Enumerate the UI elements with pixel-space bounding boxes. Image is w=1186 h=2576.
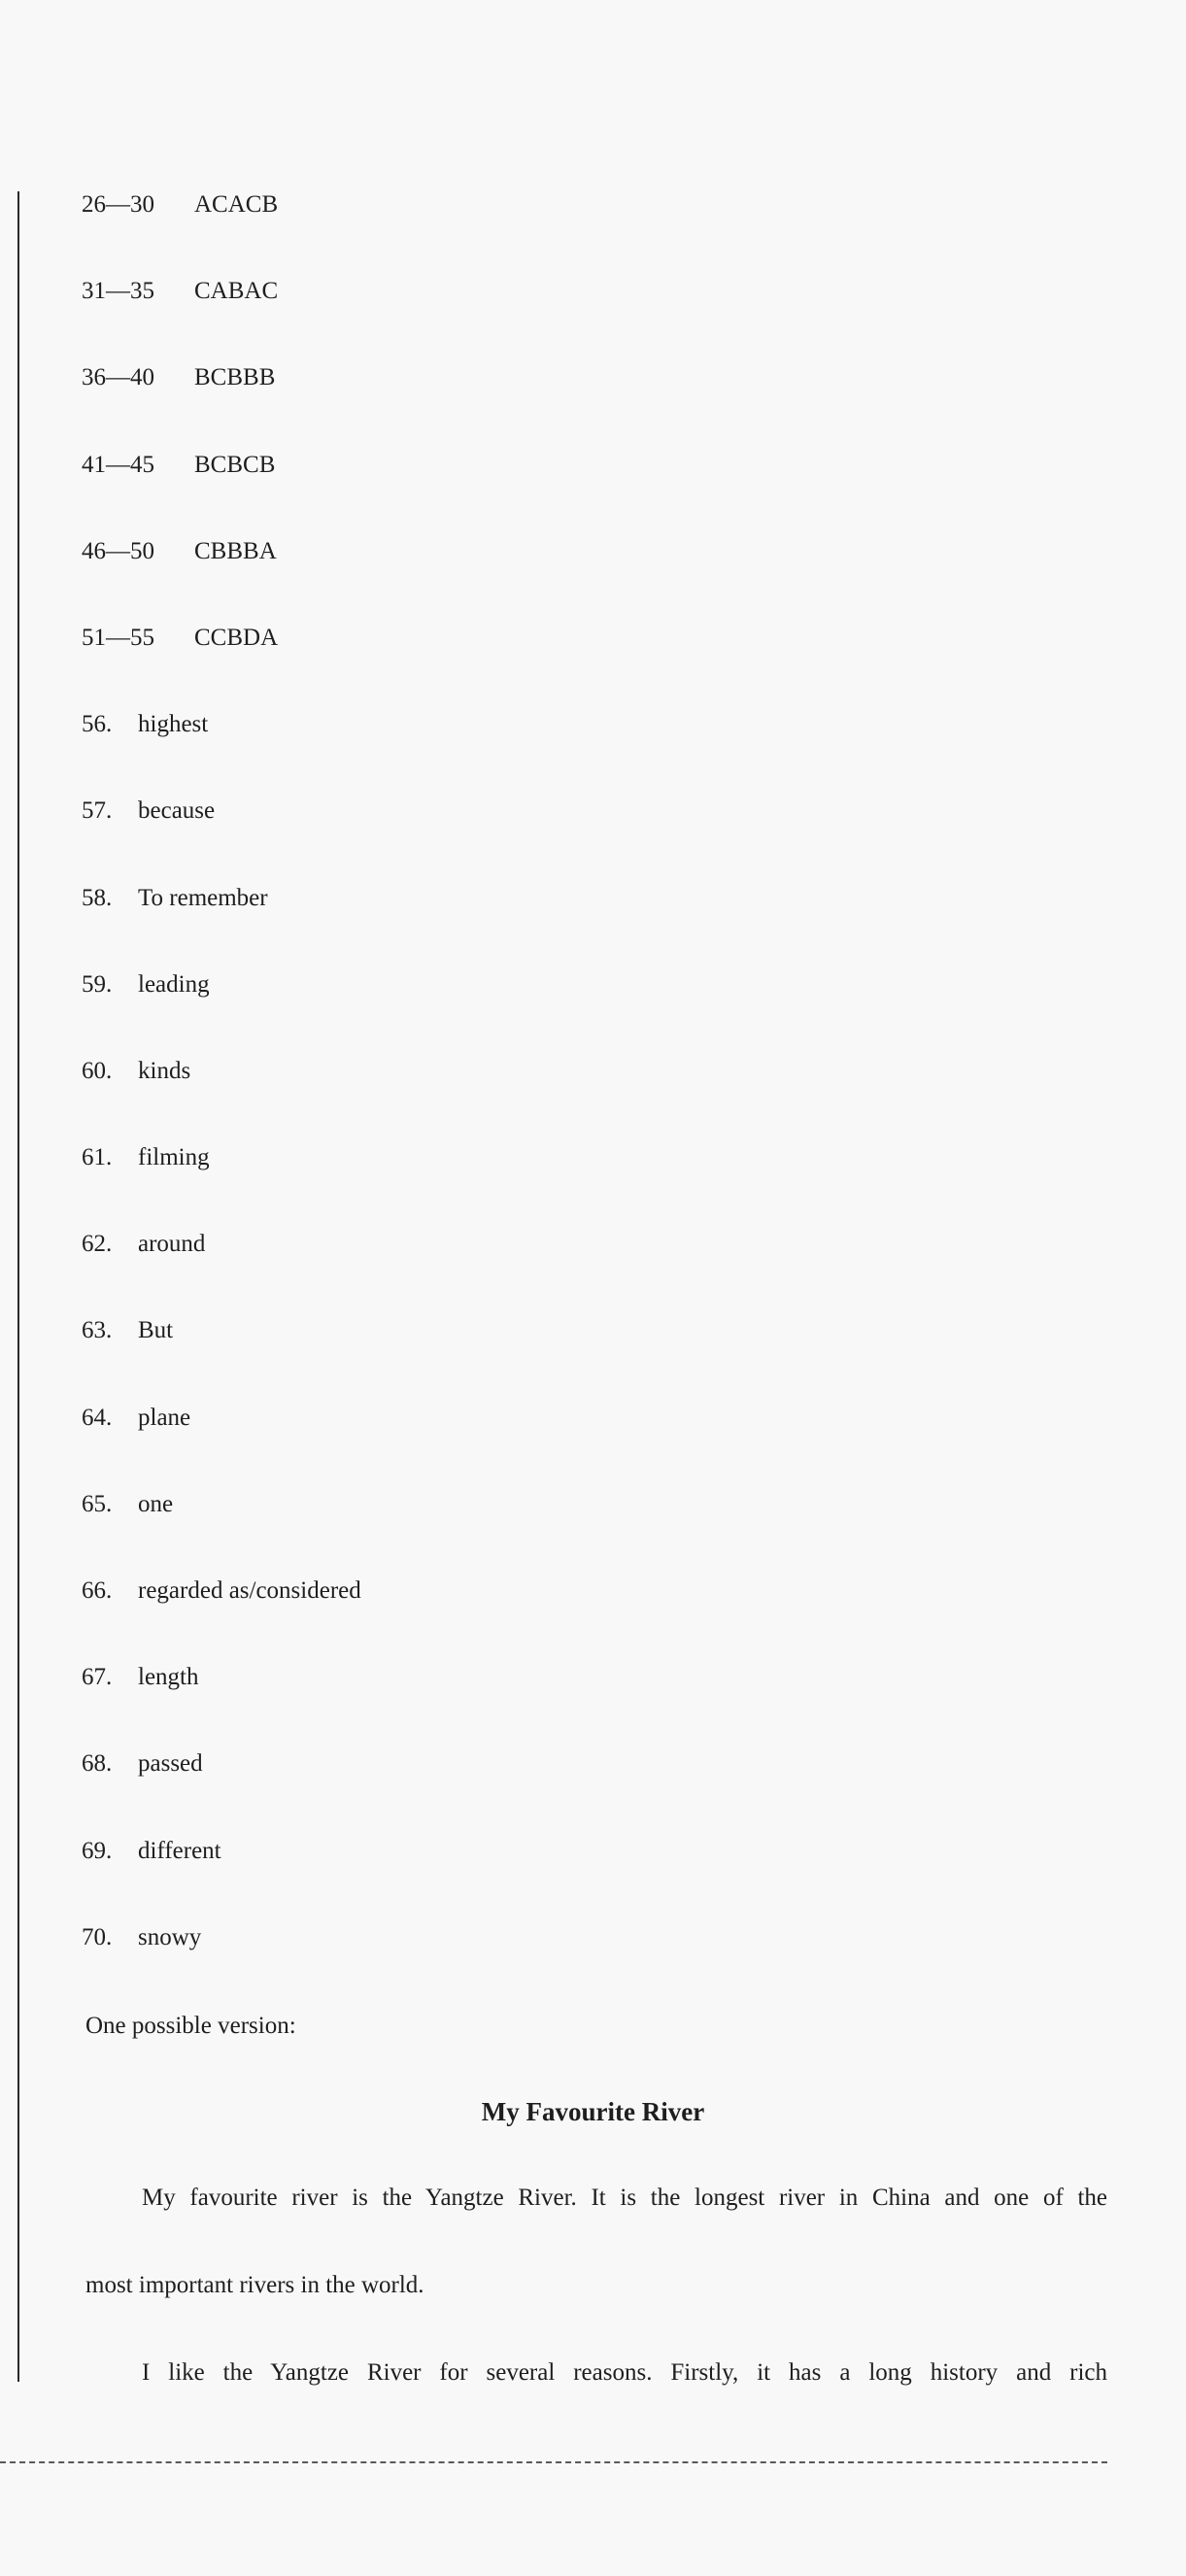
answer-item (82, 792, 361, 878)
answer-text: ACACB (194, 191, 279, 218)
answer-item (82, 879, 361, 966)
question-number: 60. (82, 1057, 113, 1084)
answer-text: BCBCB (194, 451, 276, 478)
answer-text: snowy (138, 1923, 202, 1950)
answer-item (82, 532, 361, 619)
question-number: 64. (82, 1404, 113, 1431)
left-margin-rule (17, 191, 19, 2382)
answer-text: leading (138, 970, 210, 998)
sample-essay-intro: One possible version: (85, 2013, 296, 2039)
answer-item (82, 1572, 361, 1658)
answer-text: kinds (138, 1057, 191, 1084)
answer-item (82, 186, 361, 272)
answer-text: plane (138, 1404, 191, 1431)
essay-line: My favourite river is the Yangtze River. It is the longest river in China and one of the (142, 2185, 1107, 2211)
question-number: 68. (82, 1750, 113, 1778)
answer-item (82, 272, 361, 358)
answer-item (82, 1658, 361, 1745)
question-number: 58. (82, 884, 113, 911)
question-number: 26—30 (82, 191, 154, 218)
answer-list (82, 186, 361, 2005)
question-number: 31—35 (82, 278, 154, 305)
answer-item (82, 705, 361, 792)
answer-text: different (138, 1837, 221, 1864)
question-number: 63. (82, 1317, 113, 1344)
question-number: 41—45 (82, 451, 154, 478)
dashed-cut-line (0, 2461, 1107, 2463)
answer-text: around (138, 1231, 206, 1258)
answer-item (82, 1485, 361, 1572)
question-number: 59. (82, 970, 113, 998)
answer-text: But (138, 1317, 174, 1344)
answer-item (82, 1138, 361, 1225)
answer-text: highest (138, 711, 209, 738)
answer-item (82, 1832, 361, 1918)
question-number: 70. (82, 1923, 113, 1950)
answer-item (82, 1399, 361, 1485)
essay-line: I like the Yangtze River for several reasons. Firstly, it has a long history and rich (142, 2359, 1107, 2386)
question-number: 46—50 (82, 537, 154, 564)
question-number: 51—55 (82, 624, 154, 651)
answer-text: To remember (138, 884, 268, 911)
question-number: 62. (82, 1231, 113, 1258)
question-number: 65. (82, 1490, 113, 1517)
answer-item (82, 1745, 361, 1831)
answer-text: CABAC (194, 278, 279, 305)
answer-text: length (138, 1664, 199, 1691)
answer-item (82, 1918, 361, 2005)
answer-item (82, 966, 361, 1052)
answer-item (82, 446, 361, 532)
essay-line: most important rivers in the world. (85, 2272, 424, 2298)
answer-text: because (138, 797, 216, 825)
question-number: 69. (82, 1837, 113, 1864)
answer-text: filming (138, 1144, 210, 1171)
question-number: 66. (82, 1577, 113, 1604)
question-number: 56. (82, 711, 113, 738)
answer-text: BCBBB (194, 364, 276, 391)
essay-title: My Favourite River (481, 2097, 705, 2126)
answer-text: CBBBA (194, 537, 277, 564)
question-number: 36—40 (82, 364, 154, 391)
question-number: 57. (82, 797, 113, 825)
question-number: 67. (82, 1664, 113, 1691)
answer-text: passed (138, 1750, 203, 1778)
answer-text: CCBDA (194, 624, 279, 651)
answer-item (82, 1311, 361, 1398)
question-number: 61. (82, 1144, 113, 1171)
answer-item (82, 1225, 361, 1311)
answer-item (82, 358, 361, 445)
answer-item (82, 619, 361, 705)
answer-text: one (138, 1490, 174, 1517)
answer-item (82, 1052, 361, 1138)
answer-text: regarded as/considered (138, 1577, 361, 1604)
